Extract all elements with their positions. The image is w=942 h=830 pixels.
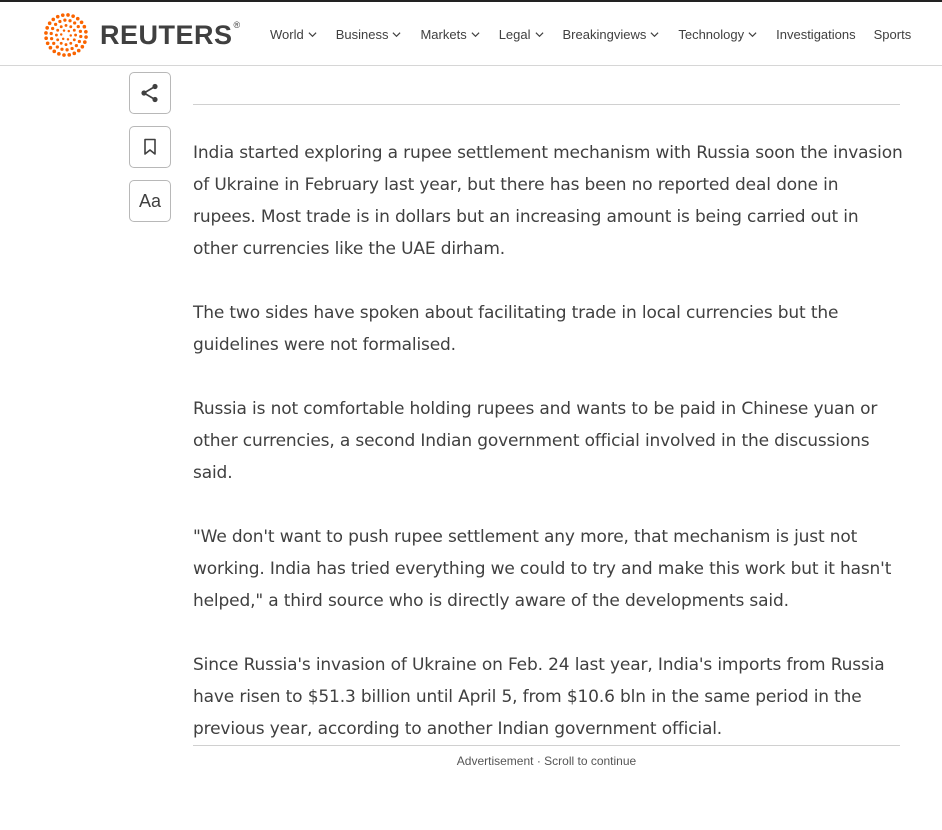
article-paragraph: Since Russia's invasion of Ukraine on Feb. 24 last year, India's imports from Russia have risen to $51.3 billion until April 5, from $10.6 bln in the same period in the previous year, according to another Indian government official. — [193, 655, 885, 739]
nav-item-world[interactable] — [270, 27, 317, 42]
nav-item-label: World — [270, 26, 304, 42]
nav-item-legal[interactable] — [499, 27, 544, 42]
nav-item-investigations[interactable] — [776, 27, 856, 42]
text-size-button[interactable] — [129, 180, 171, 222]
main-nav — [270, 2, 929, 66]
nav-item-label: Legal — [498, 26, 531, 42]
nav-item-label: Markets — [420, 26, 467, 42]
nav-item-business[interactable] — [336, 27, 402, 42]
article-body — [193, 137, 903, 777]
chevron-down-icon — [392, 30, 401, 39]
reuters-logo-mark-icon — [42, 12, 90, 58]
nav-item-label: Business — [335, 26, 389, 42]
logo-registered-mark: ® — [233, 20, 241, 30]
nav-item-label: Sports — [873, 26, 912, 42]
logo-wordmark: REUTERS — [100, 19, 233, 50]
text-size-label: Aa — [138, 190, 162, 211]
article-divider — [193, 104, 900, 105]
nav-item-technology[interactable] — [678, 27, 757, 42]
article-paragraph: "We don't want to push rupee settlement any more, that mechanism is just not working. India has tried everything we could to try and make this work but it hasn't helped," a third source who is directly aware of the developments said. — [193, 527, 892, 611]
chevron-down-icon — [650, 30, 659, 39]
chevron-down-icon — [471, 30, 480, 39]
article-paragraph: The two sides have spoken about facilitating trade in local currencies but the guidelines were not formalised. — [193, 303, 839, 355]
bookmark-icon — [143, 138, 157, 156]
reuters-logo[interactable] — [42, 12, 240, 58]
share-icon — [139, 82, 161, 104]
advertisement-divider — [193, 745, 900, 746]
nav-item-markets[interactable] — [420, 27, 479, 42]
site-header — [0, 2, 942, 66]
article-paragraph: India started exploring a rupee settlement mechanism with Russia soon the invasion of Ukraine in February last year, but there has been no reported deal done in rupees. Most trade is in dollars but an increasing amount is being carried out in other currencies like the UAE dirham. — [193, 143, 903, 259]
chevron-down-icon — [308, 30, 317, 39]
advertisement-label: Advertisement · Scroll to continue — [456, 754, 637, 768]
nav-item-label: Technology — [678, 26, 745, 42]
article-paragraph: Russia is not comfortable holding rupees and wants to be paid in Chinese yuan or other currencies, a second Indian government official involved in the discussions said. — [193, 399, 878, 483]
nav-item-sports[interactable] — [874, 27, 912, 42]
bookmark-button[interactable] — [129, 126, 171, 168]
share-button[interactable] — [129, 72, 171, 114]
chevron-down-icon — [535, 30, 544, 39]
chevron-down-icon — [748, 30, 757, 39]
nav-item-label: Investigations — [776, 26, 856, 42]
nav-item-breakingviews[interactable] — [563, 27, 660, 42]
nav-item-label: Breakingviews — [562, 26, 647, 42]
